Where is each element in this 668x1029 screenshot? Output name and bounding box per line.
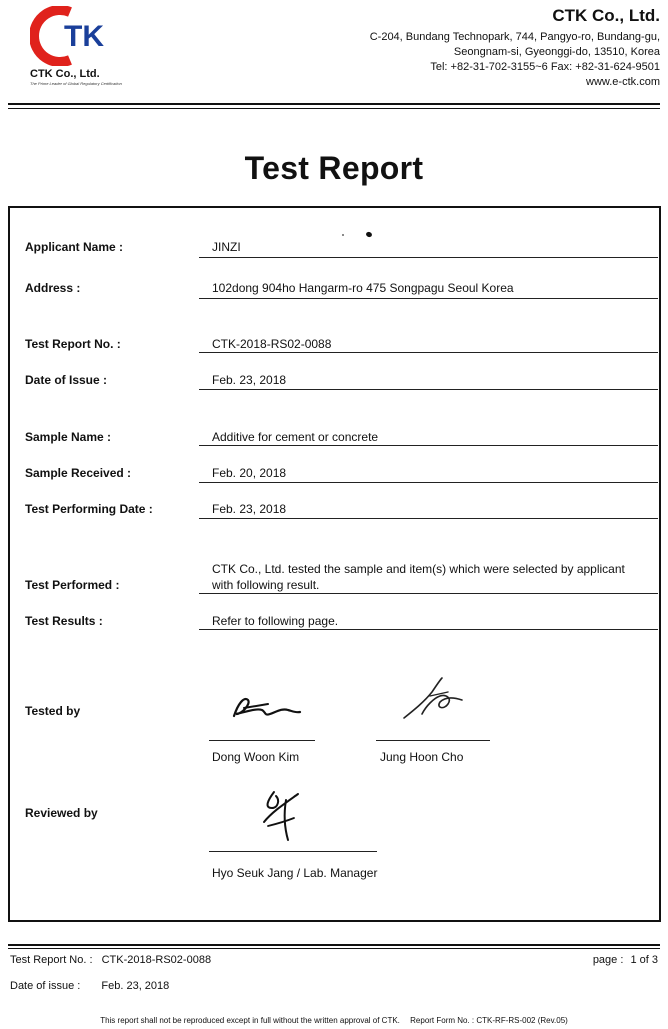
footer-form-no: Report Form No. : CTK-RF-RS-002 (Rev.05) <box>410 1016 568 1025</box>
footer-report-no-value: CTK-2018-RS02-0088 <box>101 954 212 966</box>
test-results-underline <box>199 629 658 630</box>
footer-issue-label: Date of issue : <box>10 980 81 992</box>
performing-date-label: Test Performing Date : <box>25 502 153 516</box>
footer-page-label: page : <box>592 954 624 966</box>
issue-date-underline <box>199 389 658 390</box>
footer-report-no-label: Test Report No. : <box>10 954 93 966</box>
applicant-name-value: JINZI <box>212 240 241 254</box>
sample-name-underline <box>199 445 658 446</box>
footer-notice-line <box>0 1016 668 1025</box>
report-no-label: Test Report No. : <box>25 337 121 351</box>
signature-hyo-seuk-jang <box>258 786 306 844</box>
contact-line: Tel: +82-31-702-3155~6 Fax: +82-31-624-9501 <box>430 61 660 73</box>
applicant-name-label: Applicant Name : <box>25 240 124 254</box>
logo-text: TK <box>64 20 104 53</box>
performing-date-value: Feb. 23, 2018 <box>212 502 287 516</box>
signature-line-tester-2 <box>376 740 490 741</box>
reviewer-name: Hyo Seuk Jang / Lab. Manager <box>212 866 378 880</box>
test-results-value: Refer to following page. <box>212 614 339 628</box>
report-no-value: CTK-2018-RS02-0088 <box>212 337 332 351</box>
ctk-logo <box>30 6 106 66</box>
performing-date-underline <box>199 518 658 519</box>
applicant-name-underline <box>199 257 658 258</box>
footer-page <box>593 954 658 966</box>
address-value: 102dong 904ho Hangarm-ro 475 Songpagu Seoul Korea <box>212 281 514 295</box>
address-underline <box>199 298 658 299</box>
company-address <box>370 30 660 90</box>
sample-received-label: Sample Received : <box>25 466 132 480</box>
ink-speck <box>342 234 344 236</box>
address-line-2: Seongnam-si, Gyeonggi-do, 13510, Korea <box>453 46 660 58</box>
sample-received-underline <box>199 482 658 483</box>
footer-issue-value: Feb. 23, 2018 <box>101 980 170 992</box>
reviewed-by-label: Reviewed by <box>25 806 98 820</box>
signature-jung-hoon-cho <box>400 676 468 722</box>
test-performed-value-line-2: with following result. <box>212 578 320 592</box>
tester-1-name: Dong Woon Kim <box>212 750 300 764</box>
tester-2-name: Jung Hoon Cho <box>380 750 464 764</box>
signature-line-tester-1 <box>209 740 315 741</box>
footer-issue-date <box>10 980 169 992</box>
address-label: Address : <box>25 281 81 295</box>
logo-tagline: The Prime Leader of Global Regulatory Certification <box>30 81 122 86</box>
header-rule-top <box>8 103 660 105</box>
footer-report-no <box>10 954 211 966</box>
test-performed-label: Test Performed : <box>25 578 120 592</box>
sample-name-value: Additive for cement or concrete <box>212 430 379 444</box>
test-performed-value-line-1: CTK Co., Ltd. tested the sample and item(s) which were selected by applicant <box>212 562 625 576</box>
signature-dong-woon-kim <box>228 690 304 722</box>
report-no-underline <box>199 352 658 353</box>
sample-received-value: Feb. 20, 2018 <box>212 466 287 480</box>
sample-name-label: Sample Name : <box>25 430 112 444</box>
test-performed-underline <box>199 593 658 594</box>
logo-company-name: CTK Co., Ltd. <box>30 68 100 80</box>
issue-date-value: Feb. 23, 2018 <box>212 373 287 387</box>
company-name: CTK Co., Ltd. <box>552 6 660 25</box>
footer-notice: This report shall not be reproduced except in full without the written approval of CTK. <box>100 1016 400 1025</box>
footer-page-value: 1 of 3 <box>630 954 658 966</box>
website: www.e-ctk.com <box>586 76 660 88</box>
signature-line-reviewer <box>209 851 377 852</box>
address-line-1: C-204, Bundang Technopark, 744, Pangyo-ro, Bundang-gu, <box>369 31 660 43</box>
issue-date-label: Date of Issue : <box>25 373 108 387</box>
footer-rule-bottom <box>8 948 660 949</box>
report-title: Test Report <box>244 150 424 186</box>
tested-by-label: Tested by <box>25 704 81 718</box>
footer-rule-top <box>8 944 660 946</box>
test-results-label: Test Results : <box>25 614 103 628</box>
header-rule-bottom <box>8 108 660 109</box>
